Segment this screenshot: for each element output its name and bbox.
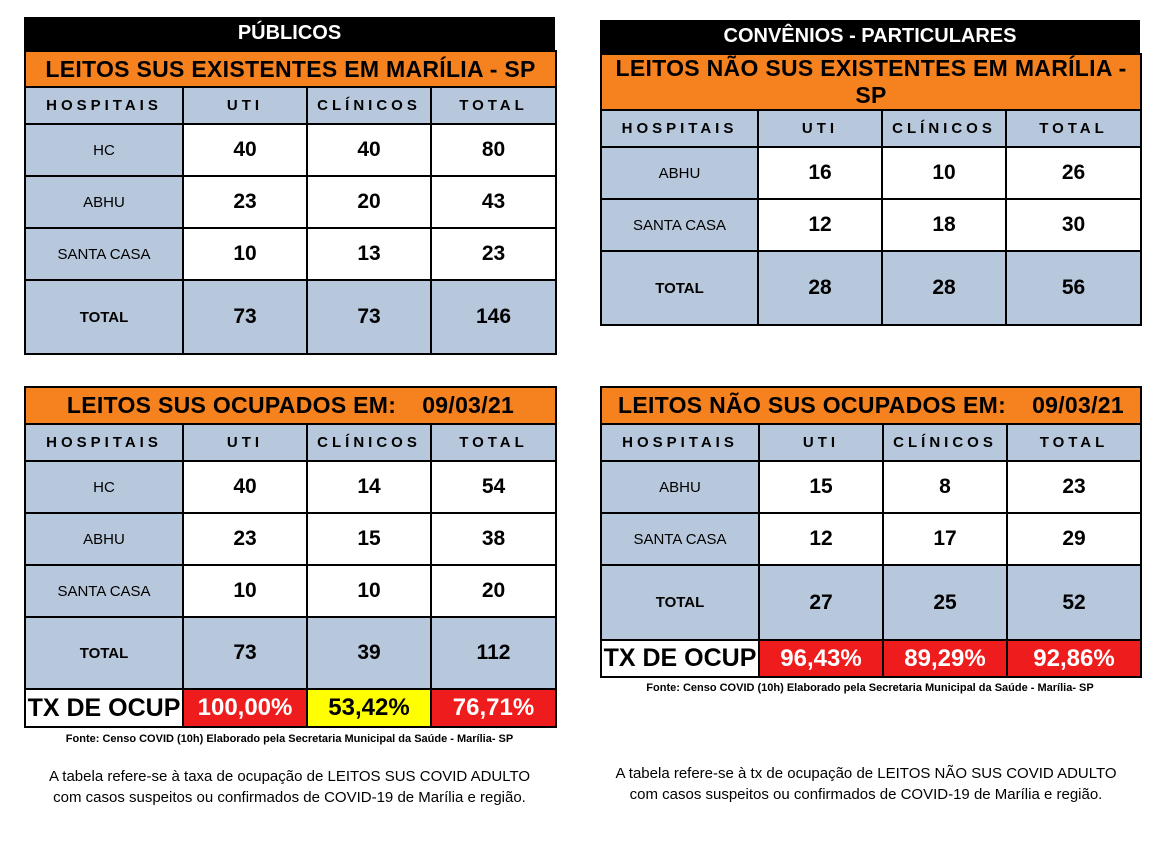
table-title: [601, 387, 1141, 424]
total-value: 54: [431, 461, 556, 513]
clinicos-value: 15: [307, 513, 431, 565]
total-value: 30: [1006, 199, 1141, 251]
table-description: [24, 766, 555, 808]
uti-value: 12: [759, 513, 883, 565]
nao-sus-ocupados-table: [600, 386, 1140, 678]
hospital-name: ABHU: [601, 461, 759, 513]
total-occupancy-rate: 76,71%: [431, 689, 556, 727]
date-text: 09/03/21: [1032, 392, 1124, 418]
total-value: 29: [1007, 513, 1141, 565]
column-header-total: TOTAL: [431, 424, 556, 461]
uti-total-value: 73: [183, 617, 307, 689]
total-value: 80: [431, 124, 556, 176]
clinicos-value: 14: [307, 461, 431, 513]
total-value: 38: [431, 513, 556, 565]
uti-value: 23: [183, 176, 307, 228]
grand-total-value: 52: [1007, 565, 1141, 640]
column-header-total: TOTAL: [431, 87, 556, 124]
column-header-uti: UTI: [758, 110, 882, 147]
description-line-1: A tabela refere-se à taxa de ocupação de LEITOS SUS COVID ADULTO: [48, 768, 531, 785]
total-value: 23: [431, 228, 556, 280]
column-header-clinicos: CLÍNICOS: [883, 424, 1007, 461]
description-line-2: com casos suspeitos ou confirmados de COVID-19 de Marília e região.: [53, 789, 526, 806]
total-value: 43: [431, 176, 556, 228]
grand-total-value: 112: [431, 617, 556, 689]
total-label: TOTAL: [25, 280, 183, 354]
table-row: [25, 461, 556, 513]
occupancy-rate-row: [25, 689, 556, 727]
table-row: [601, 513, 1141, 565]
source-note: Fonte: Censo COVID (10h) Elaborado pela Secretaria Municipal da Saúde - Marília- SP: [65, 733, 514, 745]
table-total-row: [601, 251, 1141, 325]
clinicos-total-value: 73: [307, 280, 431, 354]
title-text: LEITOS SUS OCUPADOS EM:: [66, 392, 397, 418]
table-row: [601, 147, 1141, 199]
uti-value: 23: [183, 513, 307, 565]
uti-value: 40: [183, 461, 307, 513]
hospital-name: SANTA CASA: [25, 228, 183, 280]
convenios-header: CONVÊNIOS - PARTICULARES: [600, 20, 1140, 53]
uti-total-value: 28: [758, 251, 882, 325]
clinicos-value: 18: [882, 199, 1006, 251]
occupancy-rate-row: [601, 640, 1141, 677]
nao-sus-existentes-table: [600, 53, 1140, 326]
uti-total-value: 73: [183, 280, 307, 354]
uti-value: 10: [183, 565, 307, 617]
clinicos-value: 17: [883, 513, 1007, 565]
occupancy-rate-label: TX DE OCUP: [25, 689, 183, 727]
table-title: [25, 387, 556, 424]
column-header-total: TOTAL: [1007, 424, 1141, 461]
column-header-clinicos: CLÍNICOS: [307, 87, 431, 124]
clinicos-total-value: 25: [883, 565, 1007, 640]
clinicos-value: 13: [307, 228, 431, 280]
uti-value: 16: [758, 147, 882, 199]
clinicos-value: 10: [307, 565, 431, 617]
clinicos-value: 8: [883, 461, 1007, 513]
description-line-2: com casos suspeitos ou confirmados de COVID-19 de Marília e região.: [629, 786, 1103, 803]
total-label: TOTAL: [25, 617, 183, 689]
column-header-hospitais: HOSPITAIS: [601, 110, 758, 147]
uti-total-value: 27: [759, 565, 883, 640]
table-total-row: [25, 617, 556, 689]
hospital-name: SANTA CASA: [601, 513, 759, 565]
clinicos-value: 10: [882, 147, 1006, 199]
clinicos-value: 20: [307, 176, 431, 228]
hospital-name: ABHU: [25, 513, 183, 565]
date-text: 09/03/21: [422, 392, 515, 418]
table-row: [25, 513, 556, 565]
clinicos-value: 40: [307, 124, 431, 176]
table-title: LEITOS NÃO SUS EXISTENTES EM MARÍLIA - SP: [601, 54, 1141, 110]
clinicos-total-value: 28: [882, 251, 1006, 325]
column-header-clinicos: CLÍNICOS: [882, 110, 1006, 147]
grand-total-value: 146: [431, 280, 556, 354]
table-total-row: [601, 565, 1141, 640]
total-value: 26: [1006, 147, 1141, 199]
column-header-clinicos: CLÍNICOS: [307, 424, 431, 461]
occupancy-rate-label: TX DE OCUP: [601, 640, 759, 677]
column-header-uti: UTI: [759, 424, 883, 461]
table-row: [25, 565, 556, 617]
uti-value: 40: [183, 124, 307, 176]
uti-value: 12: [758, 199, 882, 251]
description-line-1: A tabela refere-se à tx de ocupação de LEITOS NÃO SUS COVID ADULTO: [615, 765, 1117, 782]
uti-value: 10: [183, 228, 307, 280]
table-description: [596, 763, 1136, 805]
grand-total-value: 56: [1006, 251, 1141, 325]
total-label: TOTAL: [601, 565, 759, 640]
clinicos-occupancy-rate: 89,29%: [883, 640, 1007, 677]
publicos-header: PÚBLICOS: [24, 17, 555, 50]
uti-occupancy-rate: 96,43%: [759, 640, 883, 677]
table-total-row: [25, 280, 556, 354]
hospital-name: HC: [25, 124, 183, 176]
table-row: [25, 176, 556, 228]
table-row: [601, 461, 1141, 513]
clinicos-occupancy-rate: 53,42%: [307, 689, 431, 727]
sus-existentes-table: [24, 50, 555, 355]
table-row: [25, 228, 556, 280]
column-header-hospitais: HOSPITAIS: [25, 424, 183, 461]
total-occupancy-rate: 92,86%: [1007, 640, 1141, 677]
hospital-name: ABHU: [601, 147, 758, 199]
uti-occupancy-rate: 100,00%: [183, 689, 307, 727]
table-title: LEITOS SUS EXISTENTES EM MARÍLIA - SP: [25, 51, 556, 87]
column-header-uti: UTI: [183, 424, 307, 461]
hospital-name: HC: [25, 461, 183, 513]
source-note: Fonte: Censo COVID (10h) Elaborado pela Secretaria Municipal da Saúde - Marília- SP: [646, 682, 1094, 694]
total-value: 23: [1007, 461, 1141, 513]
sus-ocupados-table: [24, 386, 555, 728]
hospital-name: ABHU: [25, 176, 183, 228]
hospital-name: SANTA CASA: [601, 199, 758, 251]
hospital-name: SANTA CASA: [25, 565, 183, 617]
total-value: 20: [431, 565, 556, 617]
column-header-hospitais: HOSPITAIS: [601, 424, 759, 461]
total-label: TOTAL: [601, 251, 758, 325]
column-header-hospitais: HOSPITAIS: [25, 87, 183, 124]
uti-value: 15: [759, 461, 883, 513]
title-text: LEITOS NÃO SUS OCUPADOS EM:: [618, 392, 1007, 418]
clinicos-total-value: 39: [307, 617, 431, 689]
table-row: [601, 199, 1141, 251]
column-header-total: TOTAL: [1006, 110, 1141, 147]
column-header-uti: UTI: [183, 87, 307, 124]
table-row: [25, 124, 556, 176]
